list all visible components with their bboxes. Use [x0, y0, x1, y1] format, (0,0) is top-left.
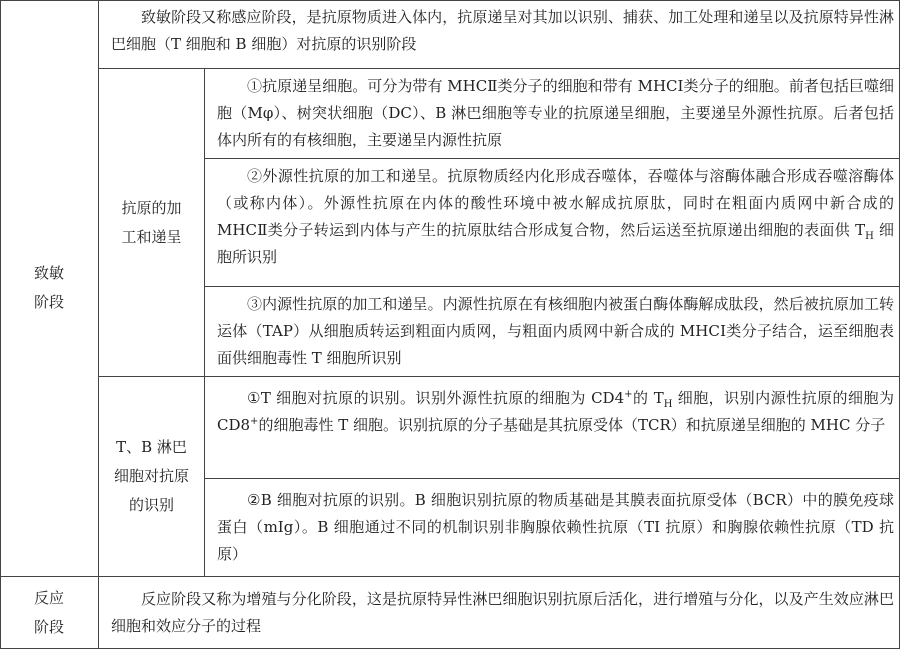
reaction-stage-label: 反应 阶段 — [33, 589, 64, 636]
exogenous-antigen-processing-cell — [204, 158, 900, 286]
b-cell-recognition-text: ②B 细胞对抗原的识别。B 细胞识别抗原的物质基础是其膜表面抗原受体（BCR）中的膜免疫球蛋白（mIg）。B 细胞通过不同的机制识别非胸腺依赖性抗原（TI 抗原）和胸腺依赖性抗原（TD 抗原） — [217, 491, 894, 563]
endogenous-antigen-processing-cell — [204, 286, 900, 376]
t-cell-recognition-text-b: 的 T — [632, 389, 664, 407]
exogenous-antigen-text: ②外源性抗原的加工和递呈。抗原物质经内化形成吞噬体，吞噬体与溶酶体融合形成吞噬溶酶体（或称内体）。外源性抗原在内体的酸性环境中被水解成抗原肽，同时在粗面内质网中新合成的 MHCⅡ类分子转运到内体与产生的抗原肽结合形成复合物，然后运送至抗原递出细胞的表面供 T — [217, 167, 894, 239]
t-cell-recognition-text-c: 细胞，识别内源性抗原的细胞为 CD8 — [217, 389, 894, 434]
b-cell-recognition-cell — [204, 478, 900, 576]
cd4-plus-superscript: + — [624, 389, 633, 400]
sensitization-definition: 致敏阶段又称感应阶段，是抗原物质进入体内，抗原递呈对其加以识别、捕获、加工处理和递呈以及抗原特异性淋巴细胞（T 细胞和 B 细胞）对抗原的识别阶段 — [111, 8, 894, 53]
t-cell-recognition-text-d: 的细胞毒性 T 细胞。识别抗原的分子基础是其抗原受体（TCR）和抗原递呈细胞的 MHC 分子 — [258, 416, 886, 434]
t-cell-recognition-cell — [204, 376, 900, 478]
endogenous-antigen-text: ③内源性抗原的加工和递呈。内源性抗原在有核细胞内被蛋白酶体酶解成肽段，然后被抗原加工转运体（TAP）从细胞质转运到粗面内质网，与粗面内质网中新合成的 MHCⅠ类分子结合，运至细胞表面供细胞毒性 T 细胞所识别 — [217, 295, 894, 367]
antigen-presenting-cells-cell — [204, 68, 900, 158]
antigen-processing-label-cell — [98, 68, 204, 376]
sensitization-stage-label: 致敏 阶段 — [33, 264, 64, 311]
lymphocyte-recognition-label-cell — [98, 376, 204, 576]
t-cell-recognition-text-a: ①T 细胞对抗原的识别。识别外源性抗原的细胞为 CD4 — [247, 389, 625, 407]
reaction-definition-cell — [98, 576, 900, 649]
th-subscript-2: H — [663, 399, 673, 410]
cd8-plus-superscript: + — [250, 416, 259, 427]
reaction-definition: 反应阶段又称为增殖与分化阶段，这是抗原特异性淋巴细胞识别抗原后活化，进行增殖与分化，以及产生效应淋巴细胞和效应分子的过程 — [111, 590, 894, 635]
lymphocyte-recognition-label: T、B 淋巴 细胞对抗原 的识别 — [113, 438, 189, 514]
antigen-presenting-cells-text: ①抗原递呈细胞。可分为带有 MHCⅡ类分子的细胞和带有 MHCⅠ类分子的细胞。前者包括巨噬细胞（Mφ）、树突状细胞（DC）、B 淋巴细胞等专业的抗原递呈细胞，主要递呈外源性抗原。后者包括体内所有的有核细胞，主要递呈内源性抗原 — [217, 77, 894, 149]
exogenous-antigen-text-end: 细胞所识别 — [217, 221, 894, 266]
th-subscript: H — [865, 231, 874, 242]
sensitization-definition-cell — [98, 0, 900, 68]
antigen-processing-label: 抗原的加 工和递呈 — [121, 198, 182, 246]
sensitization-stage-label-cell — [0, 0, 98, 576]
reaction-stage-label-cell — [0, 576, 98, 649]
